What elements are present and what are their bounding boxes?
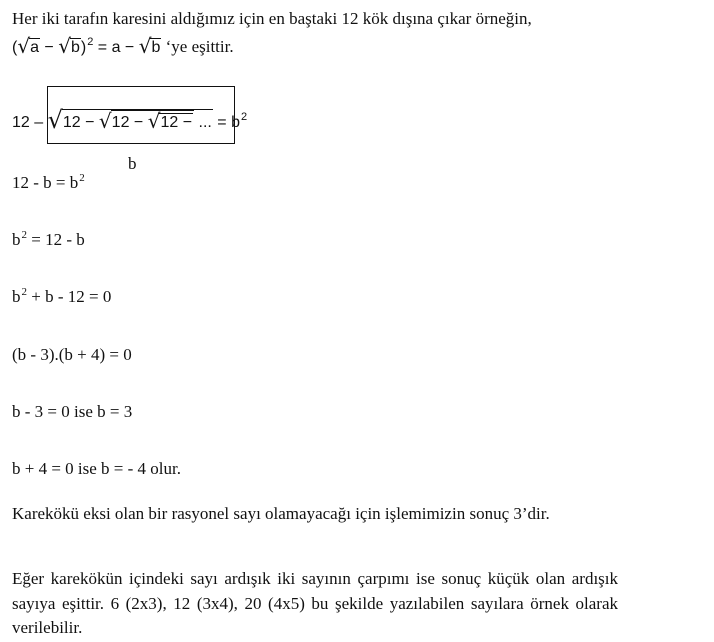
radicand-b: b	[70, 39, 80, 56]
sqrt-icon: √	[147, 109, 161, 133]
outer-radicand	[62, 109, 213, 132]
step-2	[12, 229, 85, 253]
sqrt-icon: √	[17, 34, 31, 58]
conclusion-paragraph-1: Karekökü eksi olan bir rasyonel sayı olamayacağı için işlemimizin sonuç 3’dir.	[12, 504, 550, 523]
intro-line: Her iki tarafın karesini aldığımız için en baştaki 12 kök dışına çıkar örneğin,	[12, 9, 532, 28]
step-text: b	[12, 230, 21, 249]
sqrt-icon: √	[138, 34, 152, 58]
radicand-b-rhs: b	[151, 39, 161, 56]
step-6: b + 4 = 0 ise b = - 4 olur.	[12, 459, 182, 478]
formula-tail: ‘ye eşittir.	[161, 37, 234, 56]
step-exponent: 2	[79, 172, 85, 184]
step-rest: + b - 12 = 0	[27, 287, 112, 306]
step-rest: = 12 - b	[27, 230, 85, 249]
outer-term: 12 −	[62, 114, 99, 131]
step-5: b - 3 = 0 ise b = 3	[12, 402, 133, 421]
inner-radicand: 12 −	[160, 114, 193, 131]
step-exponent: 2	[21, 229, 27, 241]
middle-term: 12 −	[111, 114, 148, 131]
step-3	[12, 286, 111, 310]
sqrt-icon: √	[98, 109, 112, 133]
step-4: (b - 3).(b + 4) = 0	[12, 345, 132, 364]
exponent: 2	[87, 36, 94, 48]
nested-prefix: 12 –	[12, 114, 44, 131]
step-text: 12 - b = b	[12, 173, 79, 192]
nested-equals: = b	[212, 114, 240, 131]
intro-formula	[12, 34, 234, 60]
sqrt-icon: √	[47, 106, 63, 134]
middle-radicand	[111, 110, 194, 132]
conclusion-paragraph-2: Eğer karekökün içindeki sayı ardışık iki sayının çarpımı ise sonuç küçük olan ardışık sayıya eşittir. 6 (2x3), 12 (3x4), 20 (4x5) bu şekilde yazılabilen sayılara örnek olarak verilebilir.	[12, 569, 618, 637]
b-label: b	[128, 154, 137, 173]
open-paren: (	[12, 39, 18, 56]
nested-exponent: 2	[240, 111, 248, 123]
step-1	[12, 172, 85, 196]
radicand-a: a	[30, 39, 39, 56]
sqrt-icon: √	[58, 34, 71, 58]
ellipsis: ...	[194, 114, 212, 131]
step-exponent: 2	[21, 286, 27, 298]
nested-radical-equation	[12, 108, 247, 135]
minus-sign: −	[39, 39, 59, 56]
step-text: b	[12, 287, 21, 306]
close-paren: )	[80, 39, 87, 56]
equals-part: = a −	[93, 39, 139, 56]
